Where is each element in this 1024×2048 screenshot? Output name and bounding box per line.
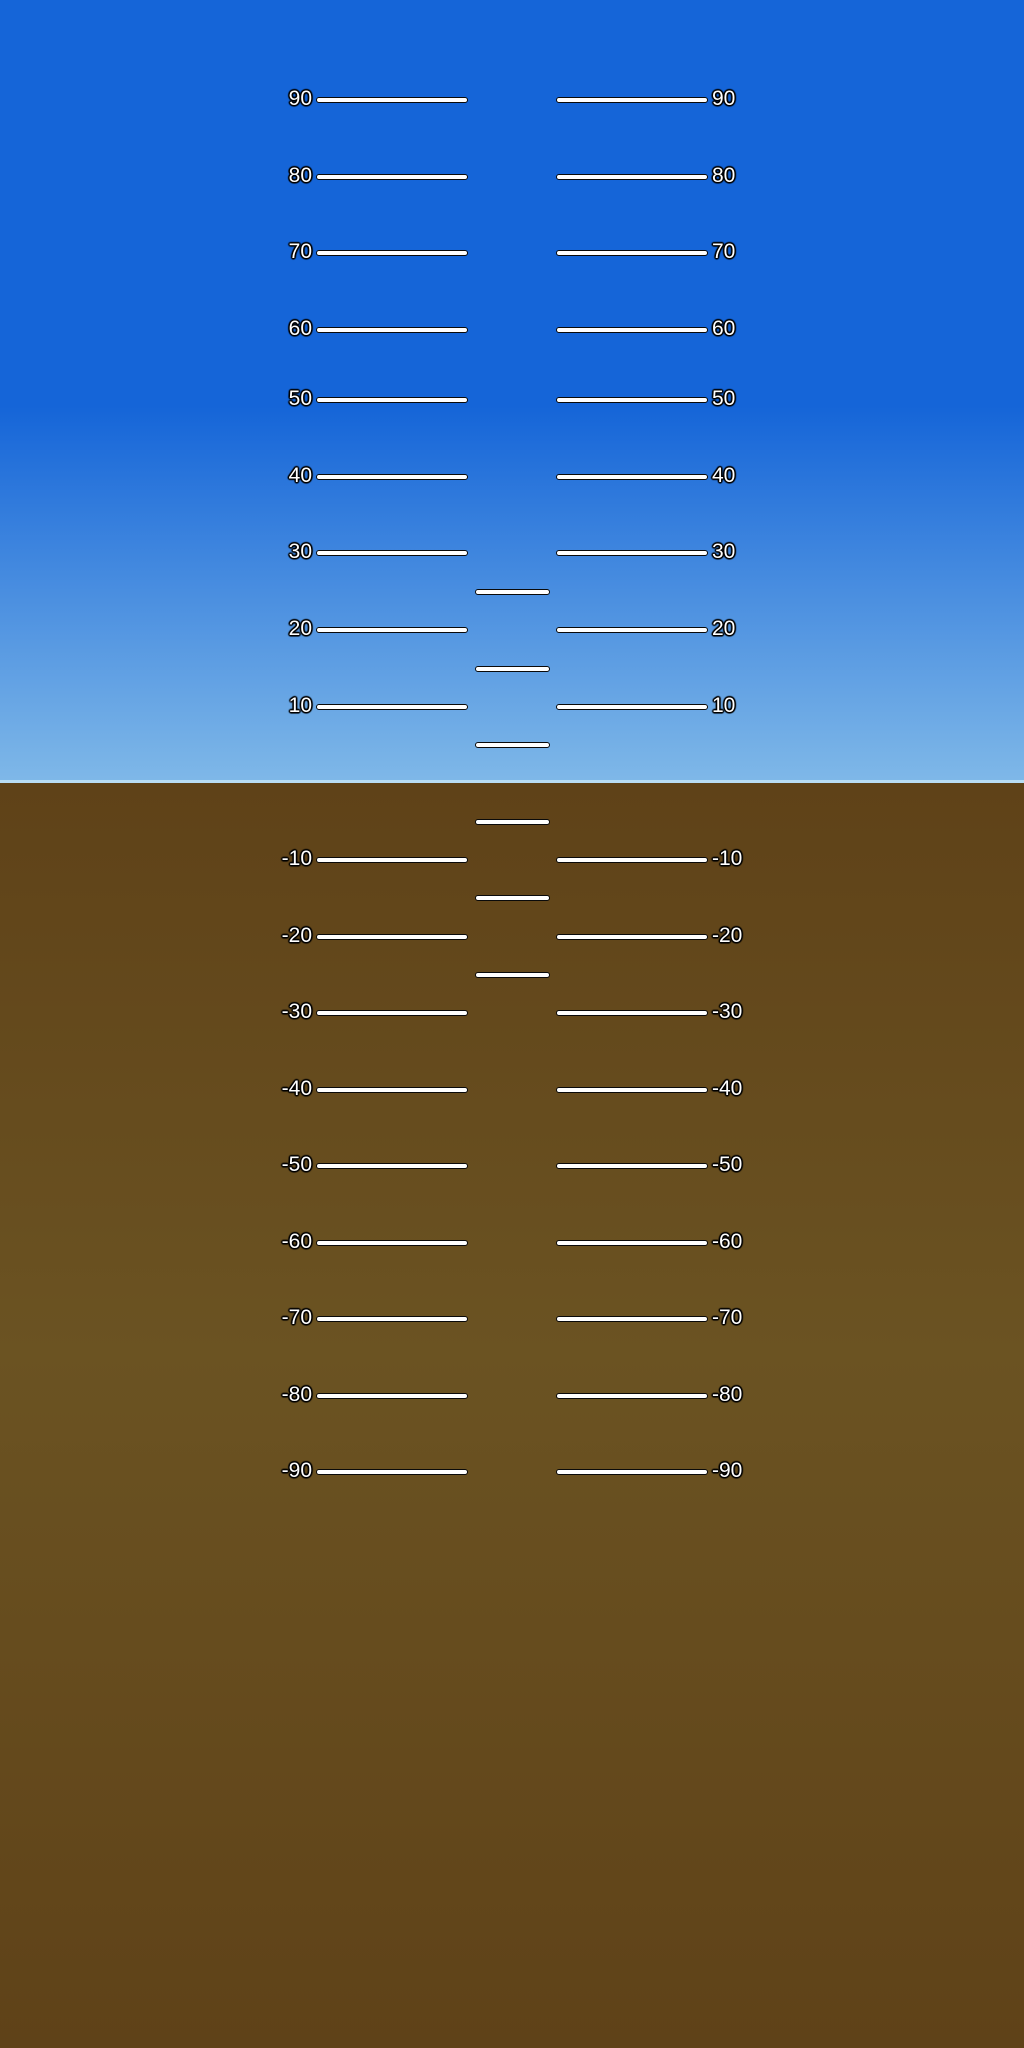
pitch-label-right: 80 <box>712 164 736 187</box>
pitch-label-left: -20 <box>281 924 312 947</box>
pitch-bar-left <box>316 1010 468 1016</box>
pitch-rung <box>0 1001 1024 1025</box>
pitch-label-right: 50 <box>712 387 736 410</box>
pitch-rung <box>0 733 1024 757</box>
pitch-bar-left <box>316 627 468 633</box>
pitch-label-right: 90 <box>712 87 736 110</box>
pitch-bar-left <box>316 1316 468 1322</box>
pitch-rung <box>0 1078 1024 1102</box>
pitch-bar-right <box>556 1163 708 1169</box>
pitch-rung <box>0 886 1024 910</box>
pitch-label-right: 10 <box>712 694 736 717</box>
pitch-rung <box>0 318 1024 342</box>
pitch-label-right: 70 <box>712 240 736 263</box>
pitch-bar-left <box>316 1393 468 1399</box>
pitch-bar-left <box>316 1469 468 1475</box>
pitch-label-right: 30 <box>712 540 736 563</box>
pitch-bar-left <box>316 474 468 480</box>
pitch-rung <box>0 618 1024 642</box>
pitch-bar-minor <box>475 742 550 748</box>
pitch-rung <box>0 695 1024 719</box>
pitch-bar-right <box>556 97 708 103</box>
pitch-bar-left <box>316 97 468 103</box>
pitch-label-left: 80 <box>288 164 312 187</box>
pitch-label-left: 70 <box>288 240 312 263</box>
pitch-rung <box>0 1154 1024 1178</box>
pitch-bar-right <box>556 857 708 863</box>
pitch-bar-left <box>316 550 468 556</box>
pitch-bar-minor <box>475 819 550 825</box>
pitch-label-left: -50 <box>281 1153 312 1176</box>
pitch-label-left: -70 <box>281 1306 312 1329</box>
pitch-label-left: 20 <box>288 617 312 640</box>
pitch-bar-left <box>316 857 468 863</box>
pitch-label-left: -60 <box>281 1230 312 1253</box>
pitch-bar-right <box>556 1010 708 1016</box>
pitch-bar-left <box>316 174 468 180</box>
pitch-bar-right <box>556 1393 708 1399</box>
pitch-bar-right <box>556 1087 708 1093</box>
pitch-bar-left <box>316 1087 468 1093</box>
pitch-label-right: -30 <box>712 1000 743 1023</box>
pitch-label-right: -80 <box>712 1383 743 1406</box>
pitch-bar-minor <box>475 972 550 978</box>
pitch-rung <box>0 810 1024 834</box>
pitch-rung <box>0 241 1024 265</box>
pitch-rung <box>0 541 1024 565</box>
pitch-label-right: -50 <box>712 1153 743 1176</box>
pitch-label-left: -30 <box>281 1000 312 1023</box>
pitch-bar-left <box>316 397 468 403</box>
pitch-label-left: -80 <box>281 1383 312 1406</box>
pitch-rung <box>0 925 1024 949</box>
pitch-rung <box>0 165 1024 189</box>
pitch-rung <box>0 1231 1024 1255</box>
pitch-bar-right <box>556 397 708 403</box>
pitch-rung <box>0 657 1024 681</box>
pitch-bar-right <box>556 934 708 940</box>
pitch-bar-right <box>556 1240 708 1246</box>
pitch-rung <box>0 580 1024 604</box>
pitch-label-right: -90 <box>712 1459 743 1482</box>
pitch-rung <box>0 388 1024 412</box>
pitch-bar-right <box>556 1469 708 1475</box>
pitch-label-left: -10 <box>281 847 312 870</box>
pitch-bar-minor <box>475 666 550 672</box>
pitch-bar-right <box>556 474 708 480</box>
pitch-rung <box>0 848 1024 872</box>
pitch-label-right: -40 <box>712 1077 743 1100</box>
pitch-label-left: 10 <box>288 694 312 717</box>
pitch-label-right: -10 <box>712 847 743 870</box>
pitch-rung <box>0 465 1024 489</box>
pitch-bar-right <box>556 174 708 180</box>
pitch-label-left: -90 <box>281 1459 312 1482</box>
pitch-bar-right <box>556 1316 708 1322</box>
pitch-bar-left <box>316 250 468 256</box>
pitch-label-right: -60 <box>712 1230 743 1253</box>
pitch-label-left: 60 <box>288 317 312 340</box>
pitch-bar-left <box>316 327 468 333</box>
pitch-label-right: 60 <box>712 317 736 340</box>
pitch-bar-left <box>316 1240 468 1246</box>
pitch-label-left: 40 <box>288 464 312 487</box>
pitch-bar-right <box>556 250 708 256</box>
pitch-rung <box>0 88 1024 112</box>
pitch-bar-right <box>556 627 708 633</box>
pitch-bar-left <box>316 1163 468 1169</box>
pitch-label-left: 30 <box>288 540 312 563</box>
pitch-bar-right <box>556 704 708 710</box>
pitch-rung <box>0 1307 1024 1331</box>
pitch-bar-minor <box>475 895 550 901</box>
pitch-label-left: 90 <box>288 87 312 110</box>
pitch-label-left: -40 <box>281 1077 312 1100</box>
pitch-bar-left <box>316 704 468 710</box>
pitch-bar-right <box>556 550 708 556</box>
pitch-label-right: -70 <box>712 1306 743 1329</box>
pitch-label-right: -20 <box>712 924 743 947</box>
pitch-rung <box>0 1384 1024 1408</box>
pitch-rung <box>0 1460 1024 1484</box>
pitch-label-left: 50 <box>288 387 312 410</box>
pitch-bar-right <box>556 327 708 333</box>
pitch-label-right: 40 <box>712 464 736 487</box>
pitch-bar-left <box>316 934 468 940</box>
pitch-label-right: 20 <box>712 617 736 640</box>
pitch-bar-minor <box>475 589 550 595</box>
pitch-rung <box>0 963 1024 987</box>
